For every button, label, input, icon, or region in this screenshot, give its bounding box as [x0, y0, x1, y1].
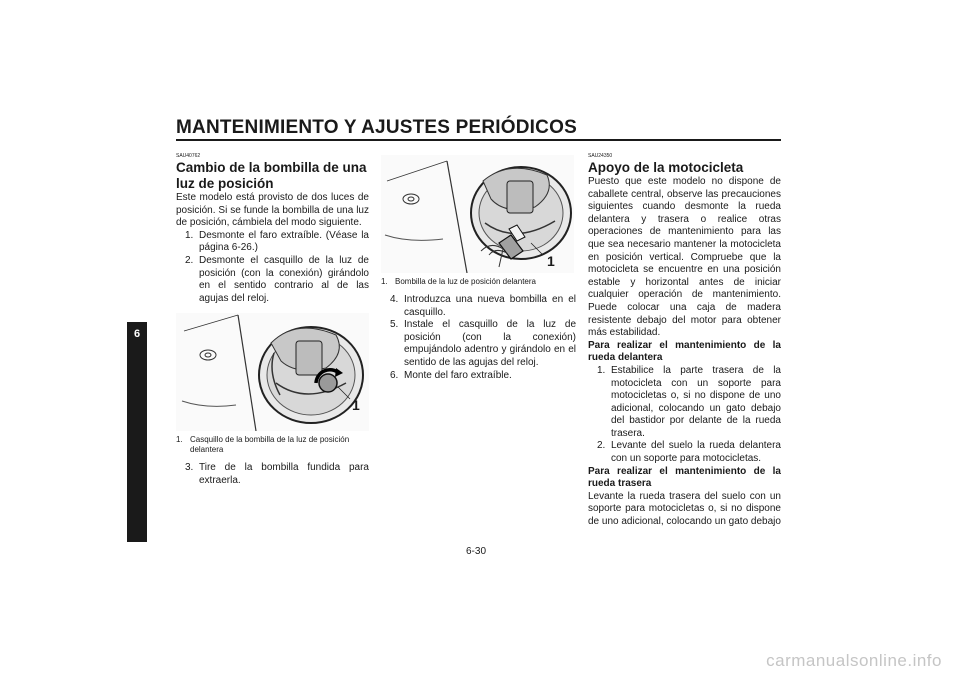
- figure-caption: 1. Bombilla de la luz de posición delantera: [381, 277, 536, 286]
- watermark: carmanualsonline.info: [766, 651, 942, 670]
- callout-number: 1: [547, 253, 555, 269]
- figure-caption: 1. Casquillo de la bombilla de la luz de posición delantera: [176, 435, 350, 455]
- left-column: [176, 153, 369, 488]
- step-item: 1. Estabilice la parte trasera de la motocicleta con un soporte para motocicletas o, si no dispone de uno adicional, colocando un gato debajo del bastidor por delante de la rueda trasera.: [597, 364, 781, 439]
- bulb-illustration: [381, 155, 574, 273]
- section-code: SAU24350: [588, 153, 613, 159]
- section-intro: Puesto que este modelo no dispone de caballete central, observe las precauciones siguientes cuando desmonte la rueda delantera y trasera o realice otras operaciones de mantenimiento para las que sea necesario mantener la motocicleta en posición vertical. Compruebe que la motocicleta se encuentre en una posición estable y horizontal antes de iniciar cualquier operación de mantenimiento. Puede colocar una caja de madera resistente debajo del motor para obtener más estabilidad.: [588, 176, 781, 339]
- figure-bulb: [381, 155, 574, 273]
- chapter-tab: [127, 322, 147, 542]
- subsection-text-rear: Levante la rueda trasera del suelo con un soporte para motocicletas o, si no dispone de uno adicional, colocando un gato debajo: [588, 490, 781, 528]
- section-title-support: Apoyo de la motocicleta: [588, 160, 744, 175]
- step-list: [176, 462, 369, 487]
- step-item: 2. Levante del suelo la rueda delantera con un soporte para motocicletas.: [597, 440, 781, 465]
- step-list: [381, 294, 576, 382]
- figure-bulb-socket: [176, 313, 369, 431]
- step-item: 3. Tire de la bombilla fundida para extraerla.: [185, 462, 369, 486]
- step-list: [588, 365, 781, 466]
- step-item: 6. Monte del faro extraíble.: [390, 369, 512, 381]
- page-header-title: MANTENIMIENTO Y AJUSTES PERIÓDICOS: [176, 117, 577, 138]
- step-list: [176, 230, 369, 306]
- section-intro: Este modelo está provisto de dos luces de posición. Si se funde la bombilla de una luz de posición, cámbiela del modo siguiente.: [176, 192, 369, 229]
- step-item: 4. Introduzca una nueva bombilla en el casquillo.: [390, 294, 576, 318]
- step-item: 2. Desmonte el casquillo de la luz de posición (con la conexión) girándolo en el sentido contrario al de las agujas del reloj.: [185, 254, 369, 304]
- chapter-number: 6: [133, 328, 141, 340]
- step-item: 1. Desmonte el faro extraíble. (Véase la página 6-26.): [185, 229, 369, 254]
- right-column: [588, 153, 781, 529]
- step-item: 5. Instale el casquillo de la luz de posición (con la conexión) empujándolo adentro y girándolo en el sentido de las agujas del reloj.: [390, 319, 576, 368]
- callout-number: 1: [352, 397, 360, 414]
- section-title-position-bulb: Cambio de la bombilla de una luz de posición: [176, 160, 367, 191]
- subsection-title-rear: Para realizar el mantenimiento de la rueda trasera: [588, 465, 781, 490]
- page-number: 6-30: [466, 546, 487, 557]
- subsection-title-front: Para realizar el mantenimiento de la rueda delantera: [588, 339, 781, 364]
- section-code: SAU40762: [176, 153, 201, 159]
- bulb-socket-illustration: [176, 313, 369, 431]
- middle-column: [381, 155, 576, 382]
- header-rule: [176, 139, 781, 141]
